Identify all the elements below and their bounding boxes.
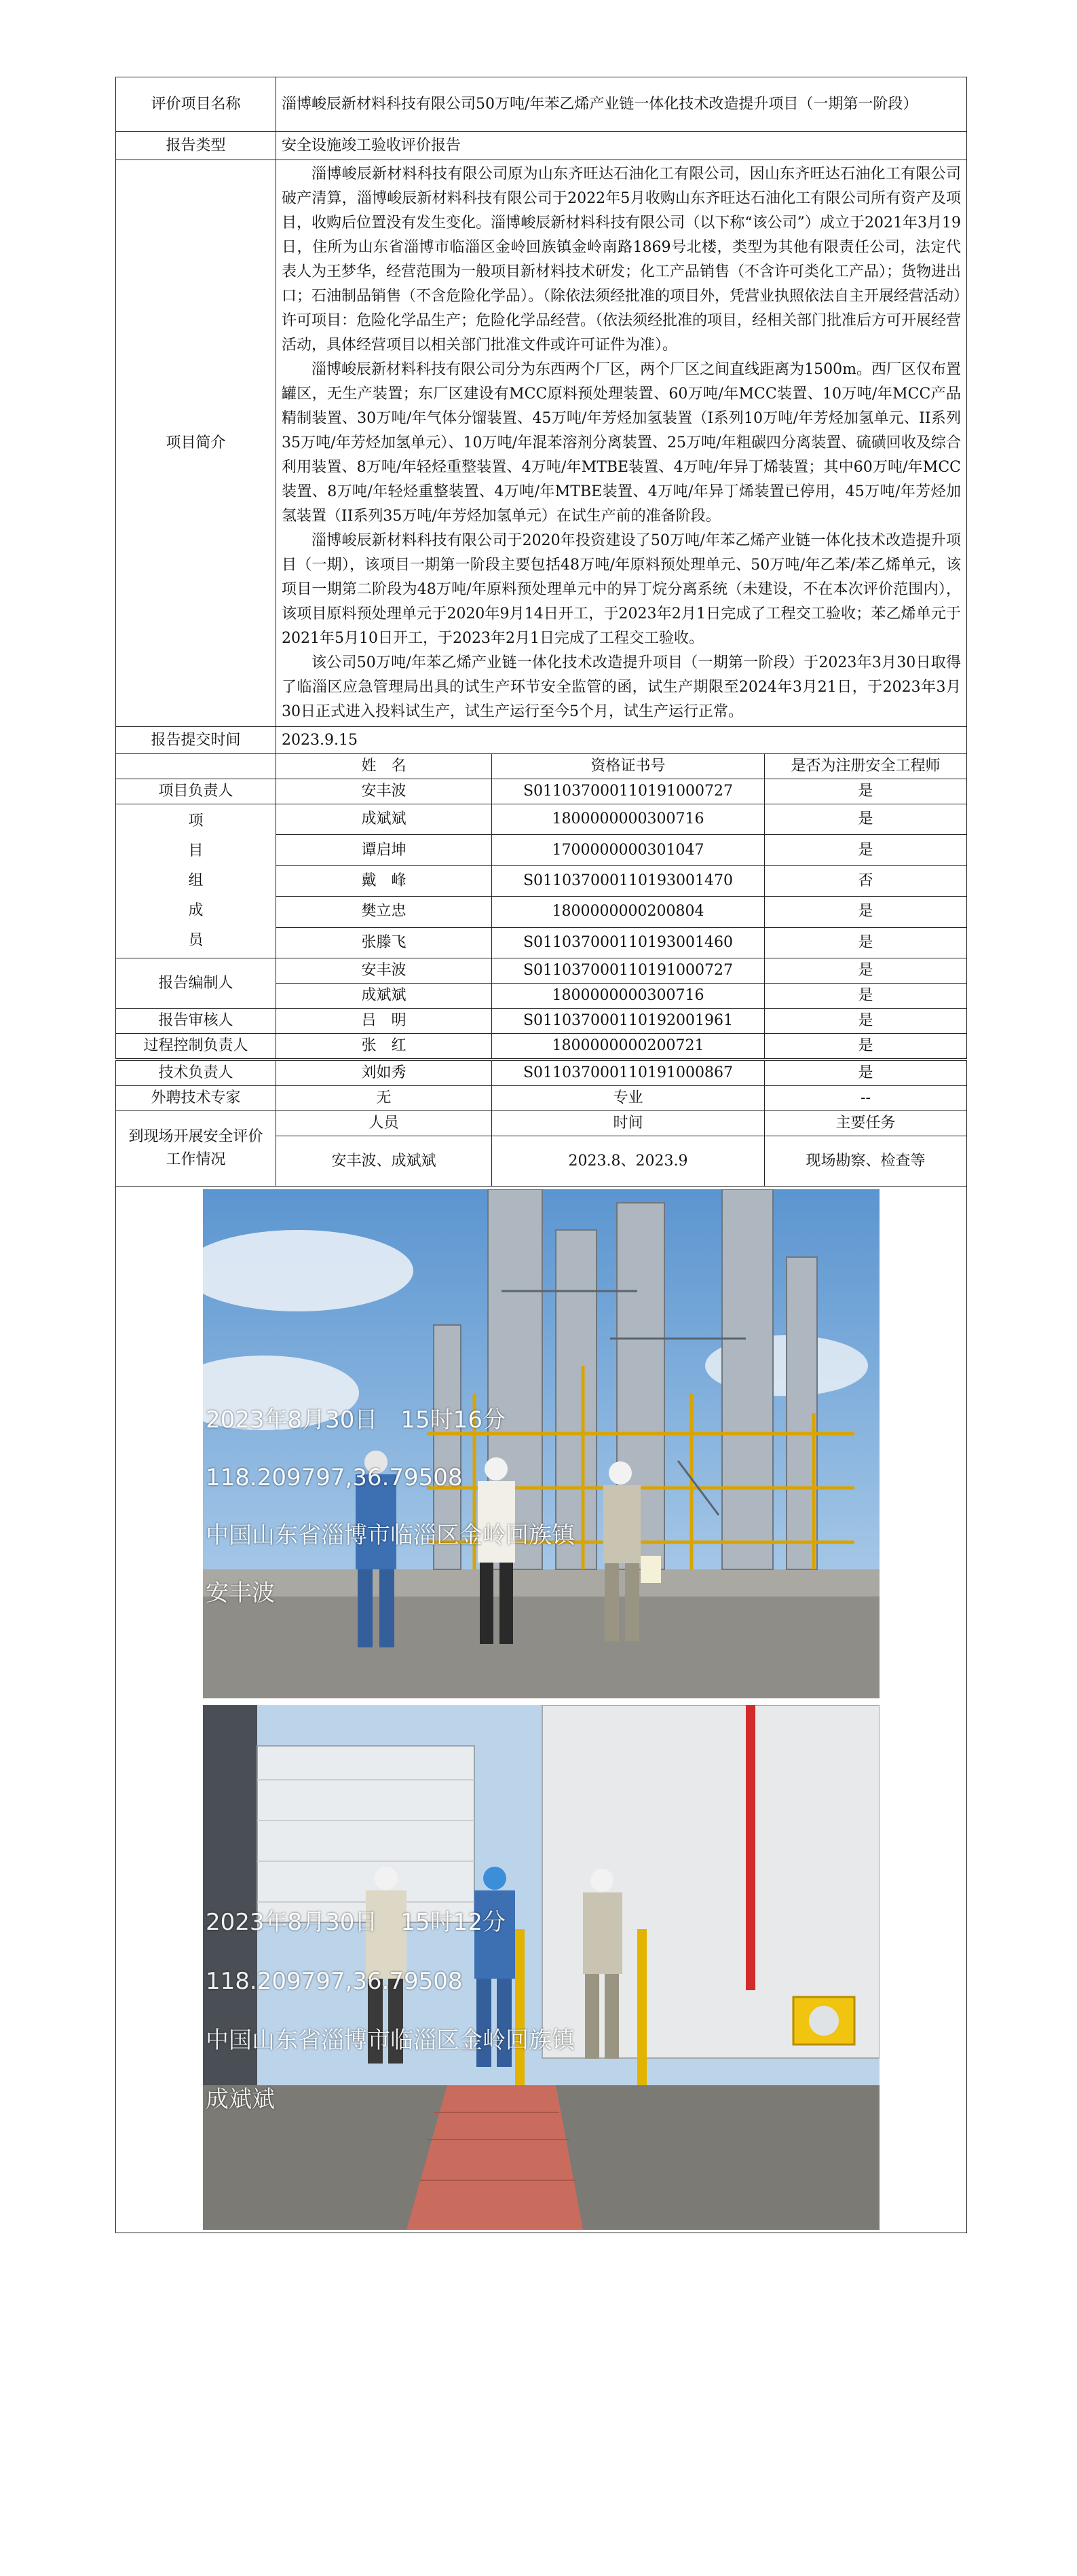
report-reviewer-label: 报告审核人 bbox=[116, 1009, 276, 1034]
site-time: 2023.8、2023.9 bbox=[492, 1136, 765, 1187]
photo-coordinates: 118.209797,36.79508 bbox=[206, 1464, 463, 1491]
person-cert: 1800000000300716 bbox=[492, 984, 765, 1009]
photo-timestamp: 2023年8月30日 15时12分 bbox=[206, 1909, 506, 1936]
submit-time-row bbox=[116, 727, 967, 754]
person-cert: S011037000110191000727 bbox=[492, 958, 765, 984]
person-cert: S011037000110191000727 bbox=[492, 779, 765, 804]
person-engineer: 是 bbox=[765, 958, 967, 984]
team-members-label: 项 目 组 成 员 bbox=[116, 804, 276, 958]
person-engineer: 否 bbox=[765, 865, 967, 896]
team-header-engineer: 是否为注册安全工程师 bbox=[765, 754, 967, 779]
person-engineer: 是 bbox=[765, 984, 967, 1009]
site-people: 安丰波、成斌斌 bbox=[276, 1136, 492, 1187]
photo-timestamp: 2023年8月30日 15时16分 bbox=[206, 1406, 506, 1434]
project-name-label: 评价项目名称 bbox=[116, 77, 276, 132]
evaluation-info-table bbox=[115, 77, 967, 2233]
site-photos-cell bbox=[116, 1187, 967, 2233]
project-intro-body bbox=[276, 160, 967, 727]
person-engineer: 是 bbox=[765, 835, 967, 865]
photo-person: 安丰波 bbox=[206, 1580, 275, 1607]
person-name: 安丰波 bbox=[276, 779, 492, 804]
person-engineer: 是 bbox=[765, 1060, 967, 1086]
person-name: 张滕飞 bbox=[276, 927, 492, 958]
person-cert: 1800000000200721 bbox=[492, 1034, 765, 1060]
process-control-row bbox=[116, 1034, 967, 1060]
person-engineer: 是 bbox=[765, 927, 967, 958]
report-type-label: 报告类型 bbox=[116, 132, 276, 160]
person-cert: S011037000110193001460 bbox=[492, 927, 765, 958]
person-name: 戴 峰 bbox=[276, 865, 492, 896]
person-name: 樊立忠 bbox=[276, 897, 492, 927]
expert-specialty: 专业 bbox=[492, 1086, 765, 1111]
report-editors-label: 报告编制人 bbox=[116, 958, 276, 1009]
person-cert: 1800000000200804 bbox=[492, 897, 765, 927]
person-cert: 1800000000300716 bbox=[492, 804, 765, 835]
report-type-value: 安全设施竣工验收评价报告 bbox=[276, 132, 967, 160]
tech-lead-label: 技术负责人 bbox=[116, 1060, 276, 1086]
person-name: 张 红 bbox=[276, 1034, 492, 1060]
process-control-label: 过程控制负责人 bbox=[116, 1034, 276, 1060]
report-sheet bbox=[115, 77, 966, 2233]
team-header-name: 姓 名 bbox=[276, 754, 492, 779]
person-engineer: -- bbox=[765, 1086, 967, 1111]
person-cert: S011037000110192001961 bbox=[492, 1009, 765, 1034]
external-expert-label: 外聘技术专家 bbox=[116, 1086, 276, 1111]
photo-location: 中国山东省淄博市临淄区金岭回族镇 bbox=[206, 1522, 575, 1549]
project-leader-label: 项目负责人 bbox=[116, 779, 276, 804]
person-name: 成斌斌 bbox=[276, 984, 492, 1009]
submit-time-value: 2023.9.15 bbox=[276, 727, 967, 754]
person-engineer: 是 bbox=[765, 779, 967, 804]
team-header-cert: 资格证书号 bbox=[492, 754, 765, 779]
intro-paragraph: 该公司50万吨/年苯乙烯产业链一体化技术改造提升项目（一期第一阶段）于2023年3月30日取得了临淄区应急管理局出具的试生产环节安全监管的函，试生产期限至2024年3月21日，于2023年3月30日正式进入投料试生产，试生产运行至今5个月，试生产运行正常。 bbox=[282, 654, 961, 720]
intro-paragraph: 淄博峻辰新材料科技有限公司分为东西两个厂区，两个厂区之间直线距离为1500m。西厂区仅布置罐区，无生产装置；东厂区建设有MCC原料预处理装置、60万吨/年MCC装置、10万吨/年MCC产品精制装置、30万吨/年气体分馏装置、45万吨/年芳烃加氢装置（I系列10万吨/年芳烃加氢单元、II系列35万吨/年芳烃加氢单元）、10万吨/年混苯溶剂分离装置、25万吨/年粗碳四分离装置、硫磺回收及综合利用装置、8万吨/年轻烃重整装置、4万吨/年MTBE装置、4万吨/年异丁烯装置；其中60万吨/年MCC装置、8万吨/年轻烃重整装置、4万吨/年MTBE装置、4万吨/年异丁烯装置已停用，45万吨/年芳烃加氢装置（II系列35万吨/年芳烃加氢单元）在试生产前的准备阶段。 bbox=[282, 361, 961, 525]
site-header-time: 时间 bbox=[492, 1111, 765, 1136]
person-name: 无 bbox=[276, 1086, 492, 1111]
person-engineer: 是 bbox=[765, 897, 967, 927]
report-editor-row bbox=[116, 958, 967, 984]
person-cert: S011037000110191000867 bbox=[492, 1060, 765, 1086]
project-name-value: 淄博峻辰新材料科技有限公司50万吨/年苯乙烯产业链一体化技术改造提升项目（一期第一阶段） bbox=[276, 77, 967, 132]
person-cert: S011037000110193001470 bbox=[492, 865, 765, 896]
project-intro-label: 项目简介 bbox=[116, 160, 276, 727]
intro-paragraph: 淄博峻辰新材料科技有限公司于2020年投资建设了50万吨/年苯乙烯产业链一体化技术改造提升项目（一期），该项目一期第一阶段主要包括48万吨/年原料预处理单元、50万吨/年乙苯/苯乙烯单元，该项目一期第二阶段为48万吨/年原料预处理单元中的异丁烷分离系统（未建设，不在本次评价范围内），该项目原料预处理单元于2020年9月14日开工，于2023年2月1日完成了工程交工验收；苯乙烯单元于2021年5月10日开工，于2023年2月1日完成了工程交工验收。 bbox=[282, 532, 961, 647]
person-name: 谭启坤 bbox=[276, 835, 492, 865]
site-work-header-row bbox=[116, 1111, 967, 1136]
project-name-row bbox=[116, 77, 967, 132]
photo-coordinates: 118.209797,36.79508 bbox=[206, 1968, 463, 1995]
submit-time-label: 报告提交时间 bbox=[116, 727, 276, 754]
tech-lead-row bbox=[116, 1060, 967, 1086]
person-engineer: 是 bbox=[765, 1034, 967, 1060]
person-name: 安丰波 bbox=[276, 958, 492, 984]
intro-paragraph: 淄博峻辰新材料科技有限公司原为山东齐旺达石油化工有限公司，因山东齐旺达石油化工有限公司破产清算，淄博峻辰新材料科技有限公司于2022年5月收购山东齐旺达石油化工有限公司所有资产及项目，收购后位置没有发生变化。淄博峻辰新材料科技有限公司（以下称“该公司”）成立于2021年3月19日，住所为山东省淄博市临淄区金岭回族镇金岭南路1869号北楼，类型为其他有限责任公司，法定代表人为王梦华，经营范围为一般项目新材料技术研发；化工产品销售（不含许可类化工产品）；货物进出口；石油制品销售（不含危险化学品）。（除依法须经批准的项目外，凭营业执照依法自主开展经营活动）许可项目：危险化学品生产；危险化学品经营。（依法须经批准的项目，经相关部门批准后方可开展经营活动，具体经营项目以相关部门批准文件或许可证件为准）。 bbox=[282, 166, 962, 354]
plant-photo-image bbox=[203, 1189, 880, 1698]
report-reviewer-row bbox=[116, 1009, 967, 1034]
person-engineer: 是 bbox=[765, 1009, 967, 1034]
photo-person: 成斌斌 bbox=[206, 2086, 275, 2113]
site-photo bbox=[203, 1705, 880, 2230]
site-work-label: 到现场开展安全评价工作情况 bbox=[116, 1111, 276, 1187]
project-intro-row bbox=[116, 160, 967, 727]
external-expert-row bbox=[116, 1086, 967, 1111]
team-member-row bbox=[116, 804, 967, 835]
site-header-people: 人员 bbox=[276, 1111, 492, 1136]
person-cert: 1700000000301047 bbox=[492, 835, 765, 865]
photo-location: 中国山东省淄博市临淄区金岭回族镇 bbox=[206, 2027, 575, 2054]
site-header-task: 主要任务 bbox=[765, 1111, 967, 1136]
photo-row bbox=[116, 1187, 967, 2233]
site-photo bbox=[203, 1189, 880, 1698]
team-header-row bbox=[116, 754, 967, 779]
person-engineer: 是 bbox=[765, 804, 967, 835]
project-leader-row bbox=[116, 779, 967, 804]
person-name: 吕 明 bbox=[276, 1009, 492, 1034]
report-type-row bbox=[116, 132, 967, 160]
person-name: 成斌斌 bbox=[276, 804, 492, 835]
site-task: 现场勘察、检查等 bbox=[765, 1136, 967, 1187]
person-name: 刘如秀 bbox=[276, 1060, 492, 1086]
